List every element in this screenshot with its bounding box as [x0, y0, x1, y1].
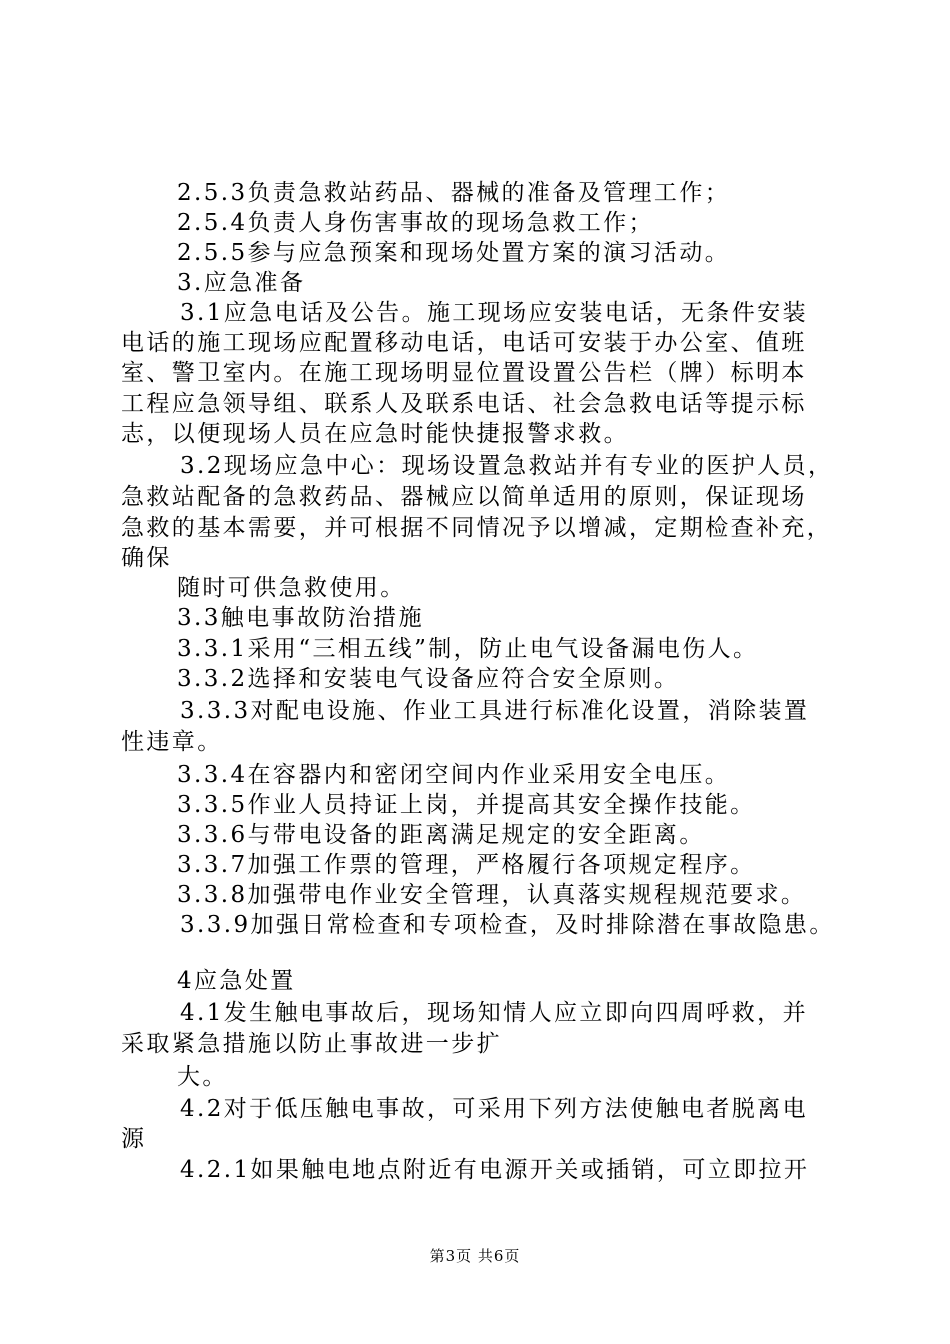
text-line: 3.1应急电话及公告。施工现场应安装电话，无条件安装 [180, 300, 808, 326]
text-line: 3.3.6与带电设备的距离满足规定的安全距离。 [177, 822, 705, 848]
text-line: 4.1发生触电事故后，现场知情人应立即向四周呼救，并 [180, 1000, 808, 1026]
text-line: 2.5.3负责急救站药品、器械的准备及管理工作； [177, 180, 731, 206]
text-line: 4.2.1如果触电地点附近有电源开关或插销，可立即拉开 [180, 1157, 810, 1183]
text-line: 3.3.2选择和安装电气设备应符合安全原则。 [177, 666, 680, 692]
page-footer: 第3页 共6页 [429, 1247, 521, 1265]
section-heading: 3.应急准备 [177, 270, 306, 296]
text-line: 3.3.4在容器内和密闭空间内作业采用安全电压。 [177, 762, 731, 788]
text-line: 3.3.1采用“三相五线”制，防止电气设备漏电伤人。 [177, 636, 759, 662]
text-line: 工程应急领导组、联系人及联系电话、社会急救电话等提示标 [121, 391, 807, 417]
text-line: 室、警卫室内。在施工现场明显位置设置公告栏（牌）标明本 [121, 360, 807, 386]
section-heading: 3.3触电事故防治措施 [177, 605, 424, 631]
text-line: 3.3.3对配电设施、作业工具进行标准化设置，消除装置 [180, 698, 810, 724]
text-line: 3.3.8加强带电作业安全管理，认真落实规程规范要求。 [177, 882, 807, 908]
text-line: 2.5.4负责人身伤害事故的现场急救工作； [177, 210, 654, 236]
section-heading: 4应急处置 [177, 968, 296, 994]
text-line: 志，以便现场人员在应急时能快捷报警求救。 [121, 421, 629, 447]
text-line: 源 [121, 1126, 147, 1152]
text-line: 急救的基本需要，并可根据不同情况予以增减，定期检查补充， [121, 515, 833, 541]
text-line: 电话的施工现场应配置移动电话，电话可安装于办公室、值班 [121, 330, 807, 356]
text-line: 大。 [177, 1064, 228, 1090]
text-line: 性违章。 [121, 729, 223, 755]
text-line: 3.3.7加强工作票的管理，严格履行各项规定程序。 [177, 852, 756, 878]
text-line: 3.3.9加强日常检查和专项检查，及时排除潜在事故隐患。 [180, 912, 835, 938]
text-line: 3.2现场应急中心：现场设置急救站并有专业的医护人员， [180, 453, 834, 479]
text-line: 随时可供急救使用。 [177, 575, 406, 601]
text-line: 4.2对于低压触电事故，可采用下列方法使触电者脱离电 [180, 1096, 808, 1122]
text-line: 确保 [121, 545, 172, 571]
text-line: 3.3.5作业人员持证上岗，并提高其安全操作技能。 [177, 792, 756, 818]
text-line: 急救站配备的急救药品、器械应以简单适用的原则，保证现场 [121, 484, 807, 510]
text-line: 采取紧急措施以防止事故进一步扩 [121, 1031, 502, 1057]
text-line: 2.5.5参与应急预案和现场处置方案的演习活动。 [177, 240, 731, 266]
